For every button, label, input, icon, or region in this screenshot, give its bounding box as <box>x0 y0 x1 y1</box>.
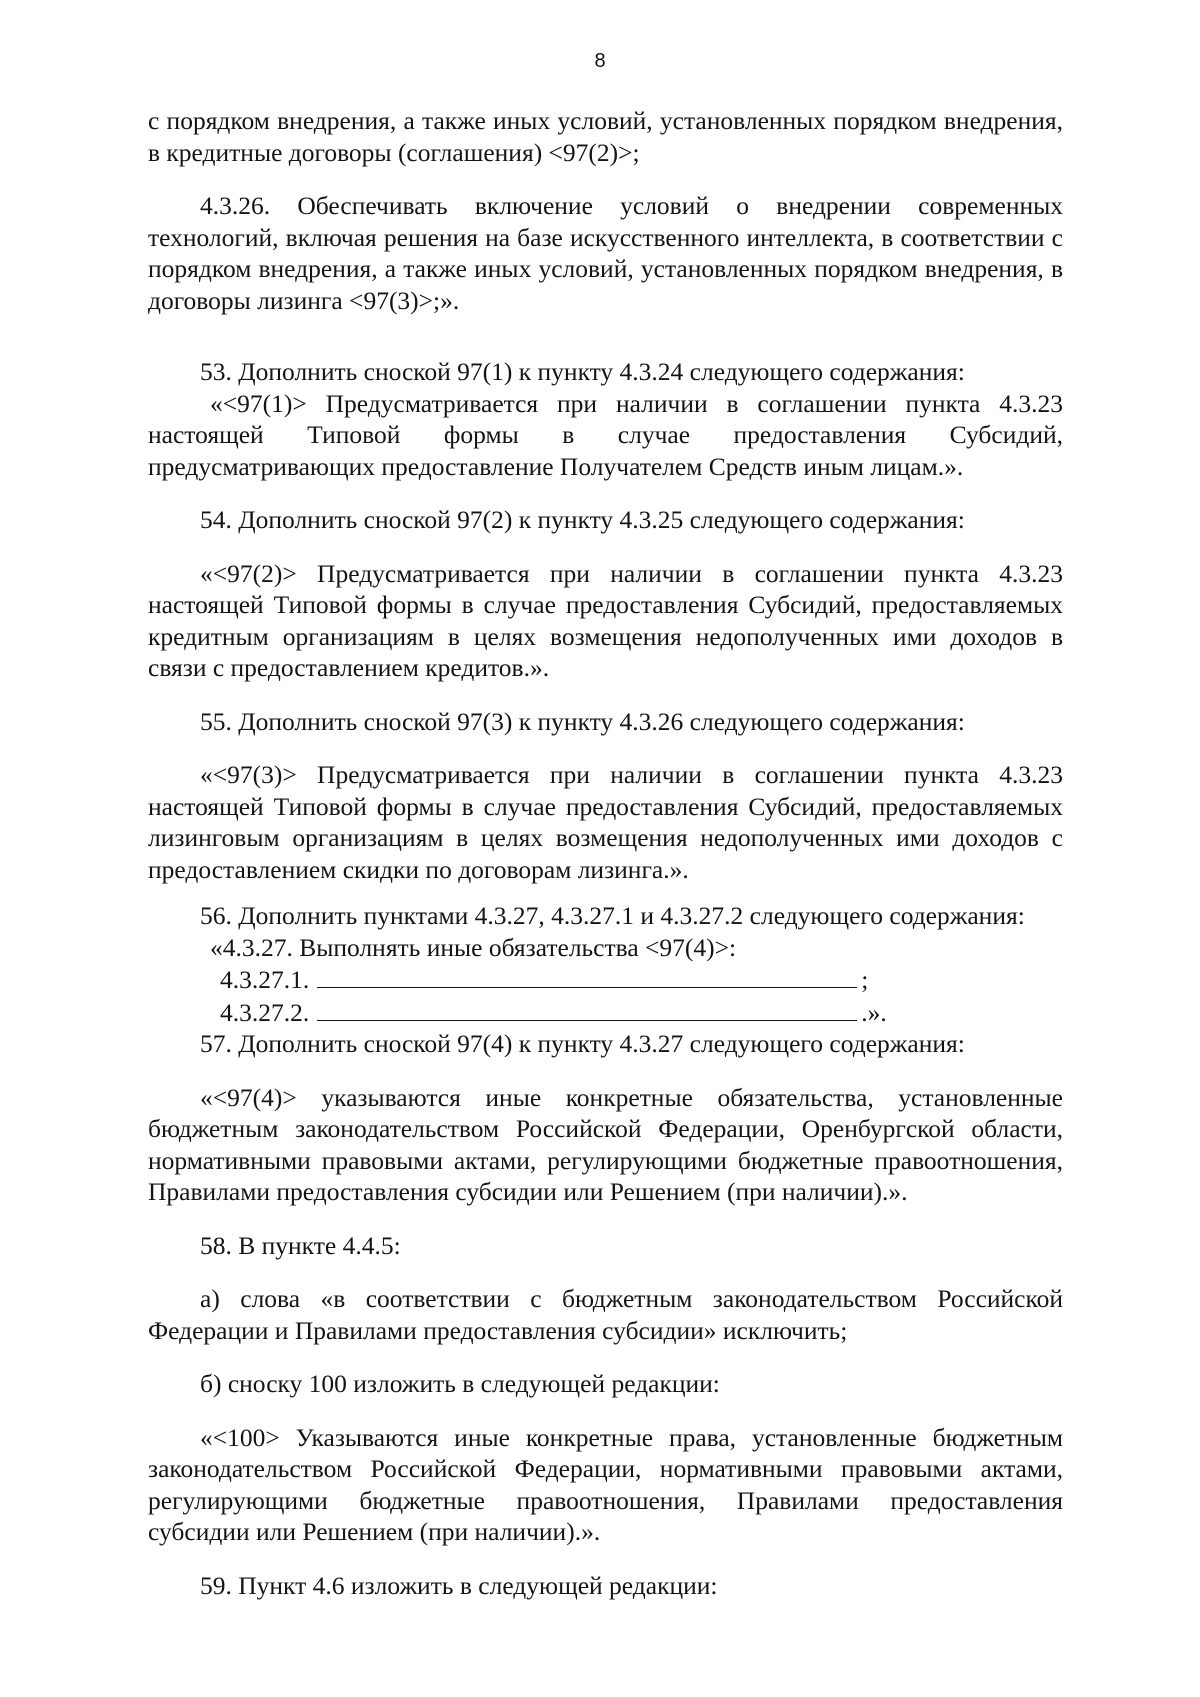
paragraph-item-58-b: б) сноску 100 изложить в следующей редакции: <box>200 1369 720 1398</box>
fill-in-underline <box>317 963 857 988</box>
document-body <box>148 105 1063 1601</box>
paragraph-item-58-a: а) слова «в соответствии с бюджетным законодательством Российской Федерации и Правилами предоставления субсидии» исключить; <box>148 1284 1063 1345</box>
paragraph-continuation: с порядком внедрения, а также иных условий, установленных порядком внедрения, в кредитные договоры (соглашения) <97(2)>; <box>148 106 1063 167</box>
paragraph-item-56: 56. Дополнить пунктами 4.3.27, 4.3.27.1 и 4.3.27.2 следующего содержания: <box>200 901 1025 930</box>
paragraph-4-3-27: «4.3.27. Выполнять иные обязательства <97(4)>: <box>210 932 737 962</box>
fill-in-underline <box>317 996 857 1021</box>
blank-line-suffix: .». <box>861 997 887 1027</box>
blank-line-4-3-27-2 <box>148 996 1063 1029</box>
paragraph-item-53: 53. Дополнить сноской 97(1) к пункту 4.3.24 следующего содержания: <box>200 357 965 386</box>
paragraph-item-57: 57. Дополнить сноской 97(4) к пункту 4.3.27 следующего содержания: <box>200 1029 965 1058</box>
blank-line-suffix: ; <box>861 965 869 994</box>
paragraph-footnote-97-1: «<97(1)> Предусматривается при наличии в соглашении пункта 4.3.23 настоящей Типовой формы в случае предоставления Субсидий, предусматривающих предоставление Получателем Средств иным лицам.». <box>148 388 1063 481</box>
blank-line-label: 4.3.27.1. <box>220 965 310 994</box>
paragraph-footnote-97-2: «<97(2)> Предусматривается при наличии в соглашении пункта 4.3.23 настоящей Типовой формы в случае предоставления Субсидий, предоставляемых кредитным организациям в целях возмещения недополученных ими доходов в связи с предоставлением кредитов.». <box>148 558 1063 682</box>
paragraph-item-58: 58. В пункте 4.4.5: <box>200 1230 401 1260</box>
paragraph-item-59: 59. Пункт 4.6 изложить в следующей редакции: <box>200 1570 718 1600</box>
blank-line-4-3-27-1 <box>148 963 1063 996</box>
blank-line-label: 4.3.27.2. <box>220 997 310 1027</box>
paragraph-4-3-26: 4.3.26. Обеспечивать включение условий о внедрении современных технологий, включая решения на базе искусственного интеллекта, в соответствии с порядком внедрения, а также иных условий, установленных порядком внедрения, в договоры лизинга <97(3)>;». <box>148 191 1063 315</box>
paragraph-footnote-97-3: «<97(3)> Предусматривается при наличии в соглашении пункта 4.3.23 настоящей Типовой формы в случае предоставления Субсидий, предоставляемых лизинговым организациям в целях возмещения недополученных ими доходов с предоставлением скидки по договорам лизинга.». <box>148 760 1063 884</box>
page-number: 8 <box>594 50 606 72</box>
paragraph-item-55: 55. Дополнить сноской 97(3) к пункту 4.3.26 следующего содержания: <box>200 706 965 736</box>
paragraph-footnote-97-4: «<97(4)> указываются иные конкретные обязательства, установленные бюджетным законодательством Российской Федерации, Оренбургской области, нормативными правовыми актами, регулирующими бюджетные правоотношения, Правилами предоставления субсидии или Решением (при наличии).». <box>148 1082 1063 1206</box>
paragraph-footnote-100: «<100> Указываются иные конкретные права, установленные бюджетным законодательством Российской Федерации, нормативными правовыми актами, регулирующими бюджетные правоотношения, Правилами предоставления субсидии или Решением (при наличии).». <box>148 1422 1063 1546</box>
paragraph-item-54: 54. Дополнить сноской 97(2) к пункту 4.3.25 следующего содержания: <box>200 505 965 534</box>
